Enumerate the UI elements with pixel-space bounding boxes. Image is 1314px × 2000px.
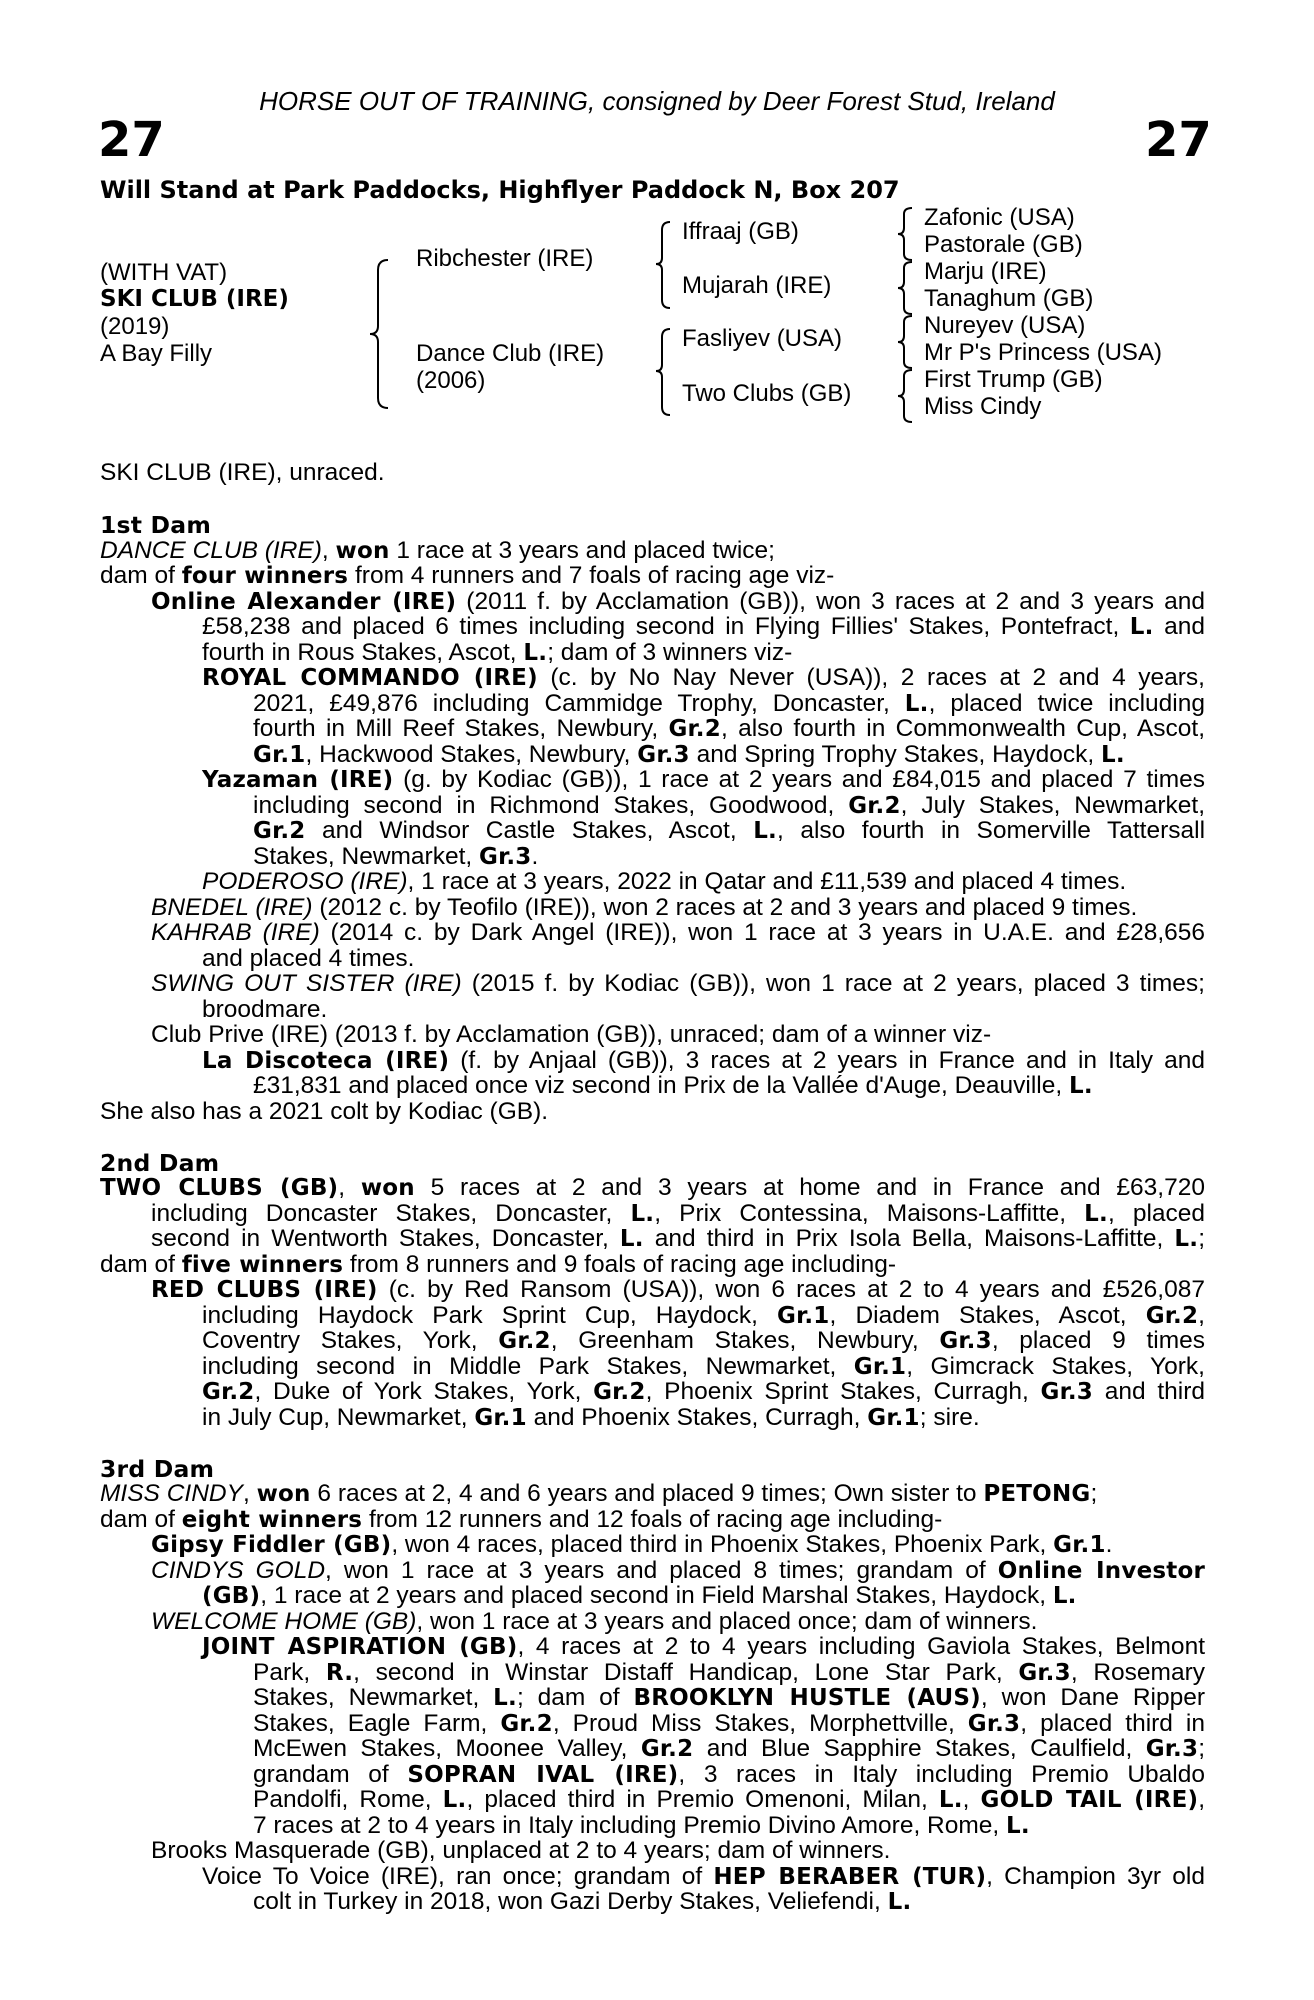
entry-line: 7 races at 2 to 4 years in Italy including Premio Divino Amore, Rome, L. xyxy=(253,1812,1030,1839)
entry-welcome-home: WELCOME HOME (GB), won 1 race at 3 years and placed once; dam of winners. xyxy=(151,1608,1038,1635)
horse-name: SKI CLUB (IRE) xyxy=(100,286,289,312)
section-heading-1st-dam: 1st Dam xyxy=(100,511,212,539)
dam-dam-sire: First Trump (GB) xyxy=(924,366,1103,393)
entry-line: including second in Richmond Stakes, Goodwood, Gr.2, July Stakes, Newmarket, xyxy=(253,792,1205,819)
dam3-produce-line: dam of eight winners from 12 runners and 12 foals of racing age including- xyxy=(100,1506,943,1533)
entry-line: colt in Turkey in 2018, won Gazi Derby Stakes, Veliefendi, L. xyxy=(253,1888,912,1915)
dam-year: (2006) xyxy=(416,367,486,394)
dam-dam-dam: Miss Cindy xyxy=(924,393,1042,420)
sire: Ribchester (IRE) xyxy=(416,245,594,272)
lot-number-left: 27 xyxy=(98,112,165,168)
entry-red-clubs: RED CLUBS (IRE) (c. by Red Ransom (USA)), won 6 races at 2 to 4 years and £526,087 xyxy=(151,1276,1205,1303)
entry-line: Gr.2 and Windsor Castle Stakes, Ascot, L., also fourth in Somerville Tattersall xyxy=(253,817,1206,844)
dam1-produce-line: dam of four winners from 4 runners and 7 foals of racing age viz- xyxy=(100,562,835,589)
dam-name: DANCE CLUB (IRE) xyxy=(100,537,322,564)
dam2-line: TWO CLUBS (GB), won 5 races at 2 and 3 years at home and in France and £63,720 xyxy=(100,1174,1205,1201)
entry-line: Stakes, Newmarket, Gr.3. xyxy=(253,843,539,870)
dam-sire-sire: Nureyev (USA) xyxy=(924,312,1086,339)
sire-dam-dam: Tanaghum (GB) xyxy=(924,285,1094,312)
sire-dam-sire: Marju (IRE) xyxy=(924,258,1047,285)
entry-line: Gr.2, Duke of York Stakes, York, Gr.2, Phoenix Sprint Stakes, Curragh, Gr.3 and third xyxy=(202,1378,1205,1405)
dam1-line: DANCE CLUB (IRE), won 1 race at 3 years and placed twice; xyxy=(100,537,775,564)
entry-online-alexander: Online Alexander (IRE) (2011 f. by Acclamation (GB)), won 3 races at 2 and 3 years and xyxy=(151,588,1205,615)
entry-line: Stakes, Newmarket, L.; dam of BROOKLYN HUSTLE (AUS), won Dane Ripper xyxy=(253,1684,1206,1711)
entry-la-discoteca: La Discoteca (IRE) (f. by Anjaal (GB)), 3 races at 2 years in France and in Italy and xyxy=(202,1047,1205,1074)
entry-line: Pandolfi, Rome, L., placed third in Premio Omenoni, Milan, L., GOLD TAIL (IRE), xyxy=(253,1786,1205,1813)
entry-line: including second in Middle Park Stakes, Newmarket, Gr.1, Gimcrack Stakes, York, xyxy=(202,1353,1205,1380)
entry-line: fourth in Mill Reef Stakes, Newbury, Gr.2, also fourth in Commonwealth Cup, Ascot, xyxy=(253,715,1205,742)
dam-sire: Fasliyev (USA) xyxy=(682,325,843,352)
dam2-line: including Doncaster Stakes, Doncaster, L., Prix Contessina, Maisons-Laffitte, L., placed xyxy=(151,1200,1206,1227)
entry-brooks-masquerade: Brooks Masquerade (GB), unplaced at 2 to 4 years; dam of winners. xyxy=(151,1837,891,1864)
entry-cindys-gold: CINDYS GOLD, won 1 race at 3 years and placed 8 times; grandam of Online Investor xyxy=(151,1557,1205,1584)
dam-sire-dam: Mr P's Princess (USA) xyxy=(924,339,1162,366)
sire-sire: Iffraaj (GB) xyxy=(682,218,799,245)
page-header: HORSE OUT OF TRAINING, consigned by Deer Forest Stud, Ireland xyxy=(259,86,1055,116)
sire-sire-dam: Pastorale (GB) xyxy=(924,231,1083,258)
entry-line: Park, R., second in Winstar Distaff Handicap, Lone Star Park, Gr.3, Rosemary xyxy=(253,1659,1205,1686)
entry-line: fourth in Rous Stakes, Ascot, L.; dam of 3 winners viz- xyxy=(202,639,793,666)
sire-dam: Mujarah (IRE) xyxy=(682,272,832,299)
dam2-produce-line: dam of five winners from 8 runners and 9 foals of racing age including- xyxy=(100,1251,897,1278)
entry-joint-aspiration: JOINT ASPIRATION (GB), 4 races at 2 to 4 years including Gaviola Stakes, Belmont xyxy=(202,1633,1205,1660)
entry-line: grandam of SOPRAN IVAL (IRE), 3 races in Italy including Premio Ubaldo xyxy=(253,1761,1205,1788)
race-record: SKI CLUB (IRE), unraced. xyxy=(100,459,385,486)
entry-poderoso: PODEROSO (IRE), 1 race at 3 years, 2022 in Qatar and £11,539 and placed 4 times. xyxy=(202,868,1127,895)
entry-line: 2021, £49,876 including Cammidge Trophy, Doncaster, L., placed twice including xyxy=(253,690,1205,717)
dam-dam: Two Clubs (GB) xyxy=(682,380,852,407)
section-heading-3rd-dam: 3rd Dam xyxy=(100,1455,215,1483)
entry-line: £31,831 and placed once viz second in Prix de la Vallée d'Auge, Deauville, L. xyxy=(253,1072,1093,1099)
entry-club-prive: Club Prive (IRE) (2013 f. by Acclamation (GB)), unraced; dam of a winner viz- xyxy=(151,1021,992,1048)
entry-bnedel: BNEDEL (IRE) (2012 c. by Teofilo (IRE)), won 2 races at 2 and 3 years and placed 9 times. xyxy=(151,894,1138,921)
entry-line: (GB), 1 race at 2 years and placed second in Field Marshal Stakes, Haydock, L. xyxy=(202,1582,1077,1609)
dam: Dance Club (IRE) xyxy=(416,340,605,367)
lot-number-right: 27 xyxy=(1145,112,1212,168)
section-heading-2nd-dam: 2nd Dam xyxy=(100,1149,220,1177)
entry-line: and placed 4 times. xyxy=(202,945,415,972)
entry-line: Stakes, Eagle Farm, Gr.2, Proud Miss Stakes, Morphettville, Gr.3, placed third in xyxy=(253,1710,1205,1737)
entry-voice-to-voice: Voice To Voice (IRE), ran once; grandam of HEP BERABER (TUR), Champion 3yr old xyxy=(202,1863,1205,1890)
entry-line: in July Cup, Newmarket, Gr.1 and Phoenix Stakes, Curragh, Gr.1; sire. xyxy=(202,1404,980,1431)
entry-line: Gr.1, Hackwood Stakes, Newbury, Gr.3 and Spring Trophy Stakes, Haydock, L. xyxy=(253,741,1125,768)
colt-note: She also has a 2021 colt by Kodiac (GB). xyxy=(100,1098,549,1125)
entry-gipsy-fiddler: Gipsy Fiddler (GB), won 4 races, placed third in Phoenix Stakes, Phoenix Park, Gr.1. xyxy=(151,1531,1113,1558)
entry-line: including Haydock Park Sprint Cup, Haydock, Gr.1, Diadem Stakes, Ascot, Gr.2, xyxy=(202,1302,1205,1329)
entry-kahrab: KAHRAB (IRE) (2014 c. by Dark Angel (IRE)), won 1 race at 3 years in U.A.E. and £28,656 xyxy=(151,919,1206,946)
stand-location: Will Stand at Park Paddocks, Highflyer Paddock N, Box 207 xyxy=(100,176,900,204)
entry-line: McEwen Stakes, Moonee Valley, Gr.2 and Blue Sapphire Stakes, Caulfield, Gr.3; xyxy=(253,1735,1205,1762)
entry-line: broodmare. xyxy=(202,996,328,1023)
foaling-year: (2019) xyxy=(100,313,170,340)
entry-royal-commando: ROYAL COMMANDO (IRE) (c. by No Nay Never (USA)), 2 races at 2 and 4 years, xyxy=(202,664,1205,691)
entry-swing-out-sister: SWING OUT SISTER (IRE) (2015 f. by Kodiac (GB)), won 1 race at 2 years, placed 3 times; xyxy=(151,970,1205,997)
entry-line: Coventry Stakes, York, Gr.2, Greenham Stakes, Newbury, Gr.3, placed 9 times xyxy=(202,1327,1205,1354)
sire-sire-sire: Zafonic (USA) xyxy=(924,204,1075,231)
entry-yazaman: Yazaman (IRE) (g. by Kodiac (GB)), 1 race at 2 years and £84,015 and placed 7 times xyxy=(202,766,1205,793)
entry-line: £58,238 and placed 6 times including second in Flying Fillies' Stakes, Pontefract, L. and xyxy=(202,613,1206,640)
horse-description: A Bay Filly xyxy=(100,340,213,367)
vat-label: (WITH VAT) xyxy=(100,259,228,286)
dam2-line: second in Wentworth Stakes, Doncaster, L. and third in Prix Isola Bella, Maisons-Laffitte, L.; xyxy=(151,1225,1205,1252)
dam3-line: MISS CINDY, won 6 races at 2, 4 and 6 years and placed 9 times; Own sister to PETONG; xyxy=(100,1480,1098,1507)
